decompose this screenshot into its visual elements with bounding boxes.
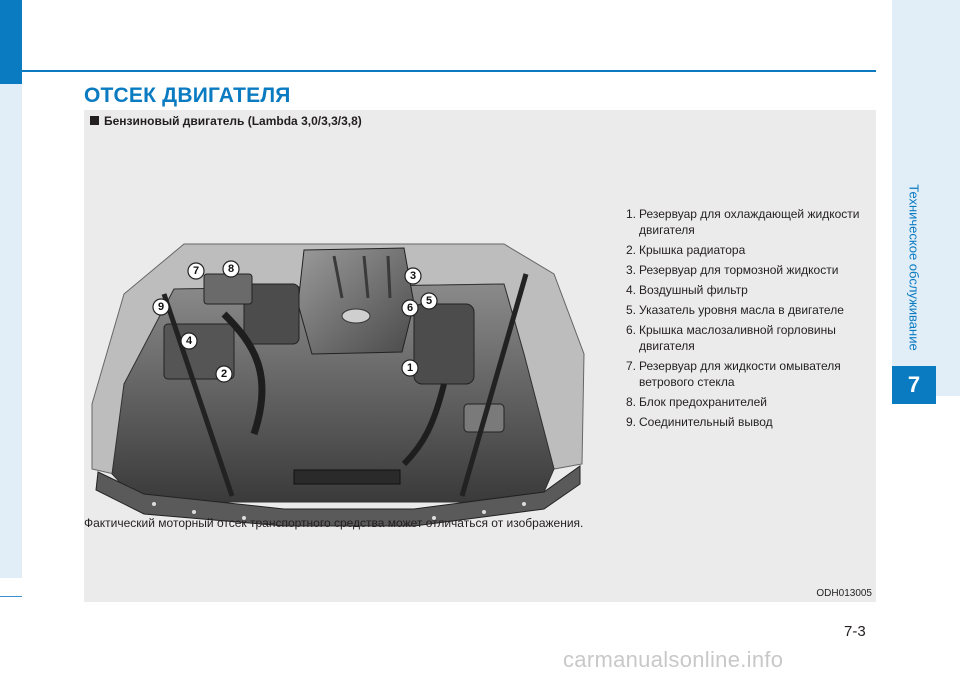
fastener-dot	[152, 502, 156, 506]
callout-1	[402, 360, 418, 376]
page-title: ОТСЕК ДВИГАТЕЛЯ	[84, 84, 291, 107]
left-divider	[0, 596, 22, 597]
header-rule	[22, 70, 876, 72]
list-item: 7. Резервуар для жидкости омывателя ветрового стекла	[626, 359, 841, 389]
chapter-tab[interactable]: 7	[892, 366, 936, 404]
list-item: 8. Блок предохранителей	[626, 395, 767, 409]
page-number: 7-3	[844, 623, 866, 640]
callout-2	[216, 366, 232, 382]
image-code: ODH013005	[816, 588, 872, 599]
callout-9	[153, 299, 169, 315]
legend-list	[626, 206, 866, 434]
chapter-side-label: Техническое обслуживание	[906, 183, 922, 351]
subtitle-text: Бензиновый двигатель (Lambda 3,0/3,3/3,8)	[104, 114, 362, 128]
engine-bay-illustration	[84, 234, 588, 534]
svg-text:3: 3	[409, 270, 417, 282]
callout-5	[421, 293, 437, 309]
svg-text:5: 5	[425, 295, 433, 307]
left-margin-strip	[0, 0, 22, 578]
list-item: 1. Резервуар для охлаждающей жидкости двигателя	[626, 207, 860, 237]
list-item: 2. Крышка радиатора	[626, 243, 746, 257]
brand-emblem	[342, 309, 370, 323]
list-item: 3. Резервуар для тормозной жидкости	[626, 263, 839, 277]
list-item: 5. Указатель уровня масла в двигателе	[626, 303, 844, 317]
list-item: 6. Крышка маслозаливной горловины двигателя	[626, 323, 836, 353]
list-item: 9. Соединительный вывод	[626, 415, 773, 429]
square-bullet-icon	[90, 116, 99, 125]
callout-7	[188, 263, 204, 279]
subtitle	[90, 114, 362, 128]
callout-3	[405, 268, 421, 284]
svg-text:1: 1	[406, 362, 414, 374]
image-caption: Фактический моторный отсек транспортного средства может отличаться от изображения.	[84, 516, 584, 530]
callout-4	[181, 333, 197, 349]
watermark: carmanualsonline.info	[563, 647, 784, 672]
callout-8	[223, 261, 239, 277]
callout-6	[402, 300, 418, 316]
svg-text:9: 9	[157, 301, 165, 313]
svg-text:7: 7	[192, 265, 200, 277]
svg-text:8: 8	[227, 263, 235, 275]
svg-text:6: 6	[406, 302, 414, 314]
svg-text:4: 4	[185, 335, 193, 347]
content-panel	[84, 110, 876, 602]
list-item: 4. Воздушный фильтр	[626, 283, 748, 297]
left-accent-tab	[0, 0, 22, 84]
svg-text:2: 2	[220, 368, 228, 380]
